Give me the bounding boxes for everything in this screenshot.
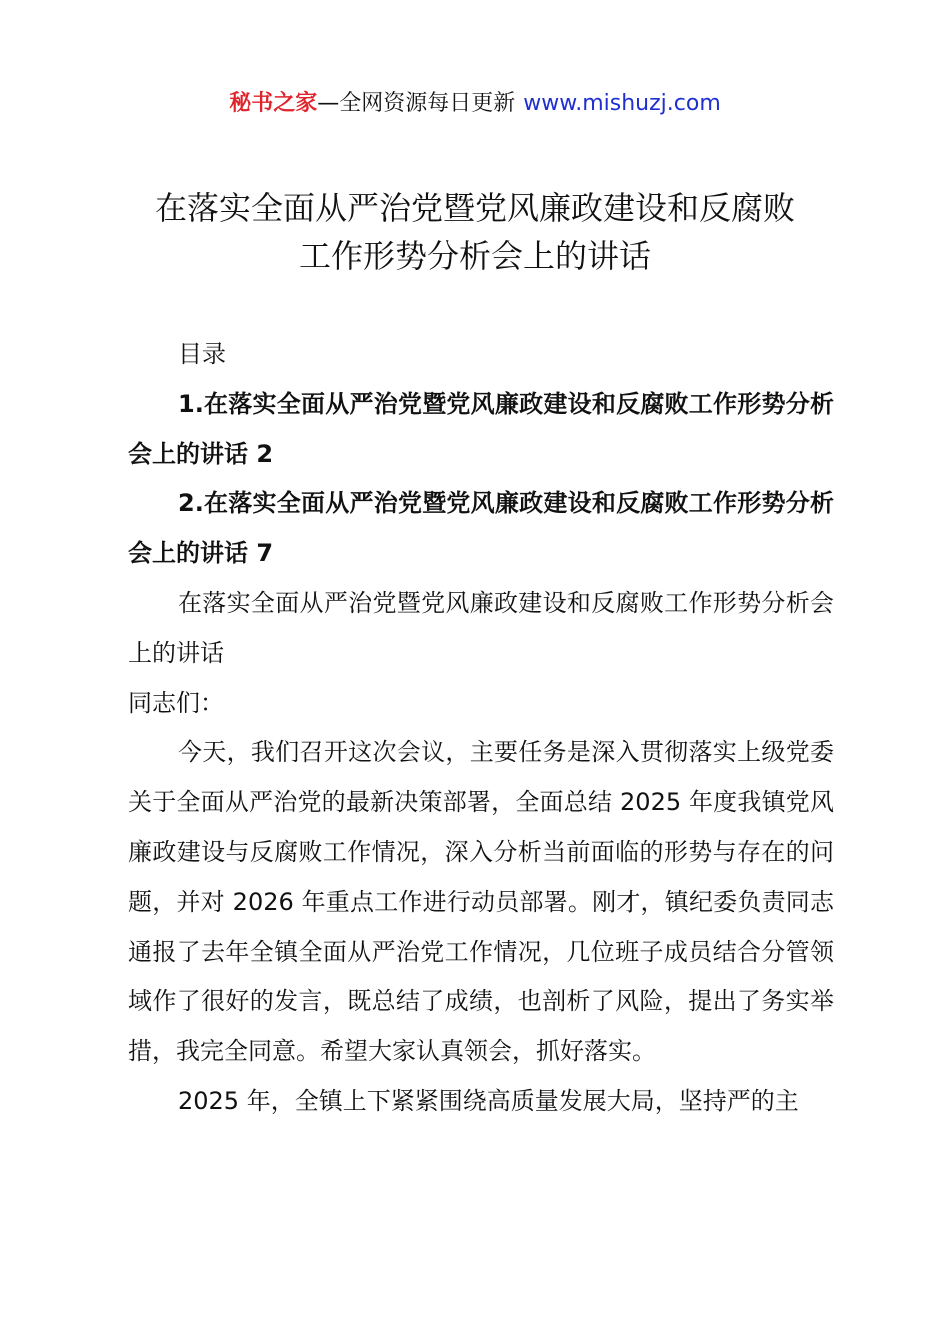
site-url[interactable]: www.mishuzj.com: [523, 91, 721, 116]
salutation: 同志们：: [128, 688, 224, 717]
section-subtitle: 在落实全面从严治党暨党风廉政建设和反腐败工作形势分析会上的讲话: [128, 588, 834, 667]
toc-item-1[interactable]: 1.在落实全面从严治党暨党风廉政建设和反腐败工作形势分析会上的讲话 2: [128, 389, 834, 468]
title-line-1: 在落实全面从严治党暨党风廉政建设和反腐败: [154, 189, 795, 227]
paragraph-2: 2025 年，全镇上下紧紧围绕高质量发展大局，坚持严的主: [178, 1086, 799, 1115]
site-header: [0, 88, 950, 120]
document-title: [100, 184, 850, 280]
toc-item-2[interactable]: 2.在落实全面从严治党暨党风廉政建设和反腐败工作形势分析会上的讲话 7: [128, 489, 834, 568]
paragraph-1: 今天，我们召开这次会议，主要任务是深入贯彻落实上级党委关于全面从严治党的最新决策部署，全面总结 2025 年度我镇党风廉政建设与反腐败工作情况，深入分析当前面临的形势与存在的问题，并对 2026 年重点工作进行动员部署。刚才，镇纪委负责同志通报了去年全镇全面从严治党工作情况，几位班子成员结合分管领域作了很好的发言，既总结了成绩，也剖析了风险，提出了务实举措，我完全同意。希望大家认真领会，抓好落实。: [128, 738, 834, 1066]
document-body: [128, 330, 834, 1127]
toc-label: 目录: [178, 340, 226, 368]
header-slogan: —全网资源每日更新: [317, 91, 516, 116]
brand-name: 秘书之家: [229, 91, 318, 116]
title-line-2: 工作形势分析会上的讲话: [298, 237, 651, 275]
